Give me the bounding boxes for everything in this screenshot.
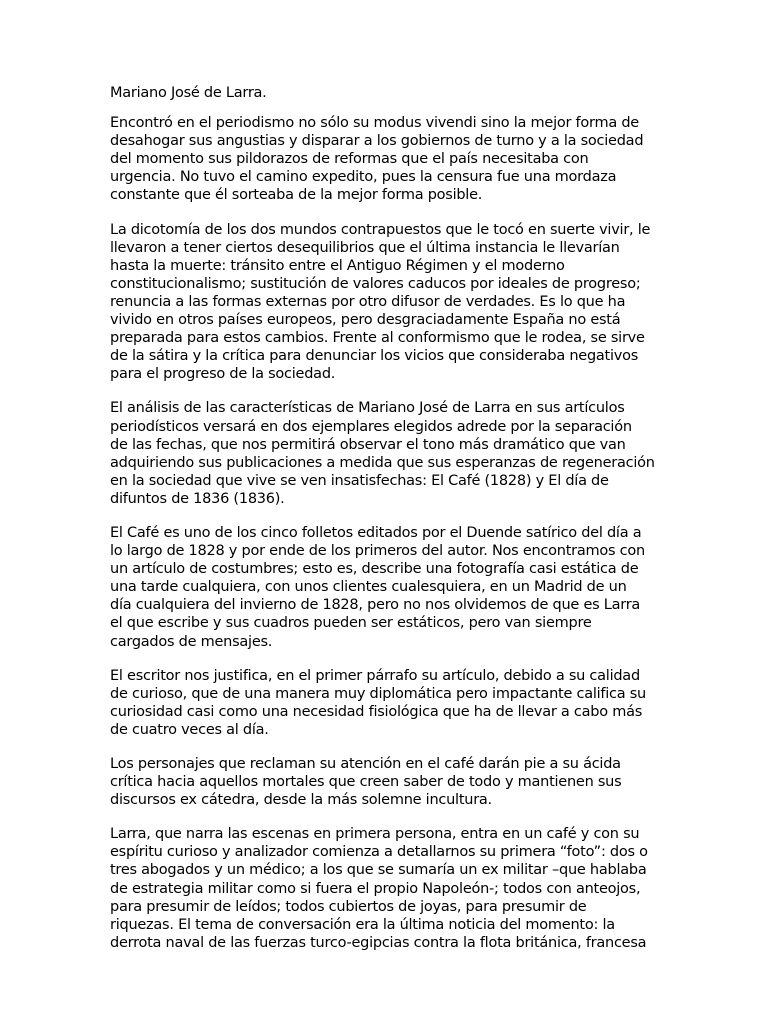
text-line: crítica hacia aquellos mortales que creen saber de todo y mantienen sus — [110, 774, 622, 791]
text-line: de curioso, que de una manera muy diplomática pero impactante califica su — [110, 685, 646, 702]
text-line: para presumir de leídos; todos cubiertos de joyas, para presumir de — [110, 898, 587, 915]
document-body — [110, 114, 670, 952]
text-line: desahogar sus angustias y disparar a los gobiernos de turno y a la sociedad — [110, 133, 644, 150]
text-line: hasta la muerte: tránsito entre el Antiguo Régimen y el moderno — [110, 257, 565, 274]
text-line: espíritu curioso y analizador comienza a detallarnos su primera “foto”: dos o — [110, 844, 648, 861]
text-line: discursos ex cátedra, desde la más solemne incultura. — [110, 792, 492, 809]
text-line: un artículo de costumbres; esto es, describe una fotografía casi estática de — [110, 561, 639, 578]
text-line: difuntos de 1836 (1836). — [110, 490, 285, 507]
text-line: El análisis de las características de Mariano José de Larra en sus artículos — [110, 400, 625, 417]
text-line: derrota naval de las fuerzas turco-egipcias contra la flota británica, francesa — [110, 934, 647, 951]
text-line: día cualquiera del invierno de 1828, pero no nos olvidemos de que es Larra — [110, 597, 641, 614]
paragraph — [110, 755, 670, 809]
text-line: El Café es uno de los cinco folletos editados por el Duende satírico del día a — [110, 524, 642, 541]
text-line: Larra, que narra las escenas en primera persona, entra en un café y con su — [110, 826, 640, 843]
text-line: preparada para estos cambios. Frente al conformismo que le rodea, se sirve — [110, 330, 645, 347]
paragraph — [110, 667, 670, 739]
text-line: curiosidad casi como una necesidad fisiológica que ha de llevar a cabo más — [110, 703, 643, 720]
text-line: urgencia. No tuvo el camino expedito, pues la censura fue una mordaza — [110, 169, 617, 186]
text-line: constitucionalismo; sustitución de valores caducos por ideales de progreso; — [110, 275, 641, 292]
text-line: de las fechas, que nos permitirá observar el tono más dramático que van — [110, 436, 626, 453]
text-line: llevaron a tener ciertos desequilibrios que el última instancia le llevarían — [110, 239, 620, 256]
text-line: de estrategia militar como si fuera el propio Napoleón-; todos con anteojos, — [110, 880, 641, 897]
text-line: Los personajes que reclaman su atención en el café darán pie a su ácida — [110, 756, 621, 772]
paragraph — [110, 114, 670, 204]
text-line: renuncia a las formas externas por otro difusor de verdades. Es lo que ha — [110, 293, 626, 310]
text-line: del momento sus pildorazos de reformas que el país necesitaba con — [110, 151, 589, 168]
paragraph — [110, 524, 670, 651]
paragraph — [110, 399, 670, 508]
text-line: El escritor nos justifica, en el primer párrafo su artículo, debido a su calidad — [110, 667, 640, 684]
text-line: constante que él sorteaba de la mejor forma posible. — [110, 187, 483, 204]
document-title: Mariano José de Larra. — [110, 85, 267, 101]
paragraph — [110, 825, 670, 952]
text-line: en la sociedad que vive se ven insatisfechas: El Café (1828) y El día de — [110, 472, 609, 489]
text-line: de la sátira y la crítica para denunciar los vicios que consideraba negativos — [110, 348, 639, 365]
text-line: cargados de mensajes. — [110, 633, 273, 650]
text-line: el que escribe y sus cuadros pueden ser estáticos, pero van siempre — [110, 615, 592, 632]
text-line: para el progreso de la sociedad. — [110, 366, 336, 383]
text-line: Encontró en el periodismo no sólo su modus vivendi sino la mejor forma de — [110, 115, 639, 132]
text-line: una tarde cualquiera, con unos clientes cualesquiera, en un Madrid de un — [110, 579, 627, 596]
text-line: adquiriendo sus publicaciones a medida que sus esperanzas de regeneración — [110, 454, 655, 471]
text-line: tres abogados y un médico; a los que se sumaría un ex militar –que hablaba — [110, 862, 647, 879]
paragraph — [110, 221, 670, 384]
text-line: de cuatro veces al día. — [110, 721, 269, 738]
text-line: riquezas. El tema de conversación era la última noticia del momento: la — [110, 916, 615, 933]
text-line: vivido en otros países europeos, pero desgraciadamente España no está — [110, 312, 621, 329]
text-line: periodísticos versará en dos ejemplares elegidos adrede por la separación — [110, 418, 632, 435]
document-page — [110, 84, 670, 968]
text-line: La dicotomía de los dos mundos contrapuestos que le tocó en suerte vivir, le — [110, 221, 651, 238]
text-line: lo largo de 1828 y por ende de los primeros del autor. Nos encontramos con — [110, 543, 645, 560]
